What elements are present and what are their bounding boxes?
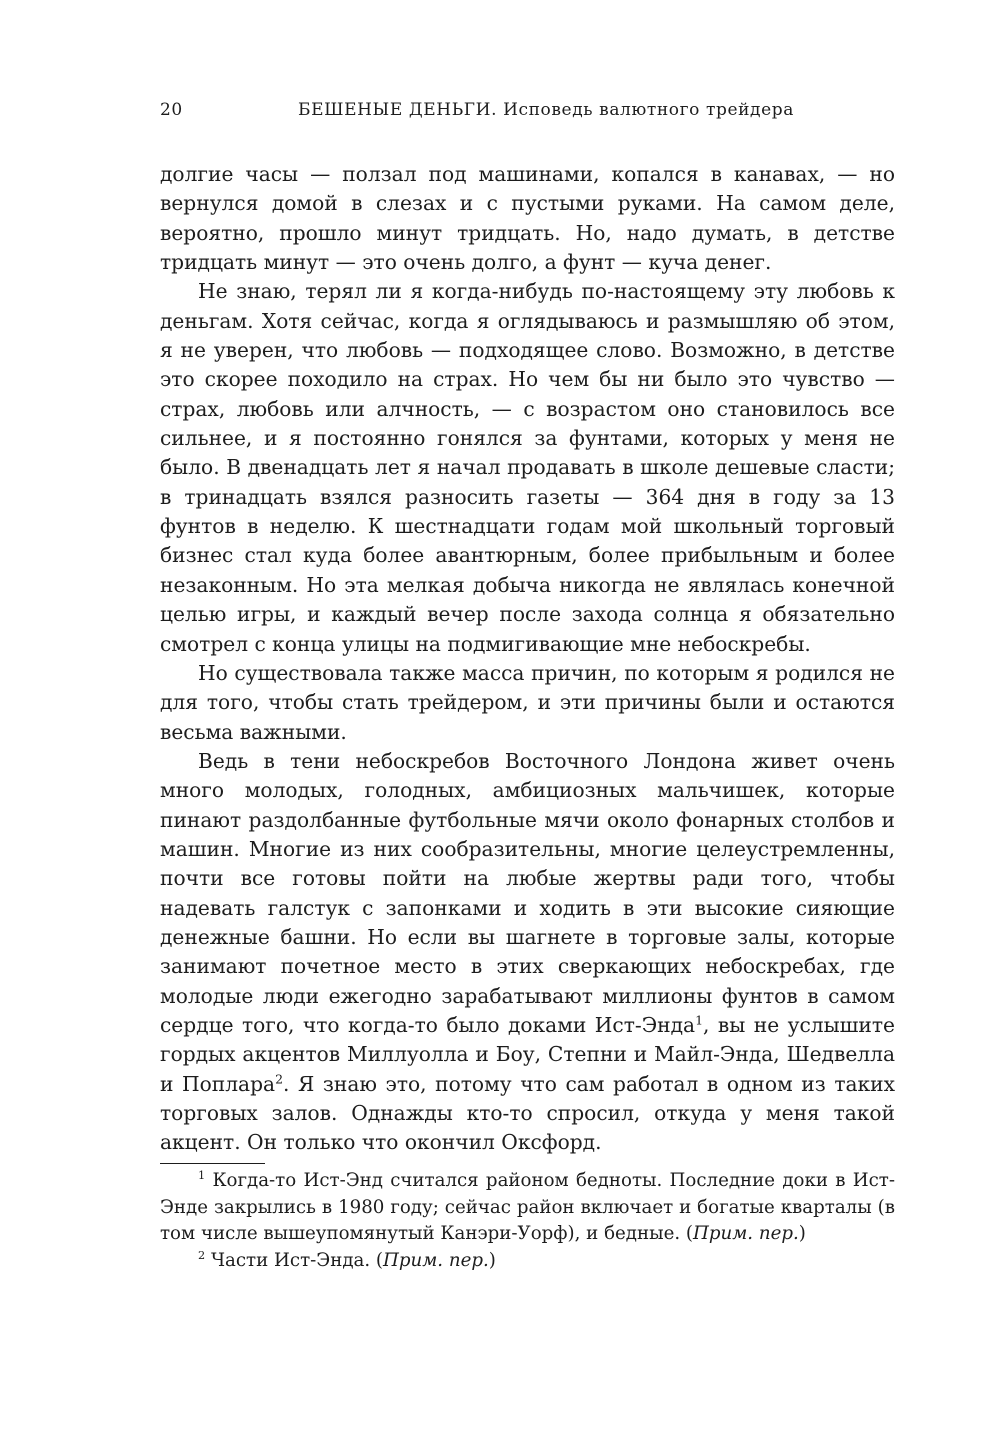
footnote-1-mark: 1 [198,1169,206,1183]
page-number: 20 [160,100,183,120]
footnote-2-translator-note: Прим. пер. [383,1249,489,1271]
footnote-2-text: Части Ист-Энда. ( [210,1249,384,1271]
footnote-1-translator-note: Прим. пер. [693,1223,799,1244]
paragraph-2: Не знаю, терял ли я когда-нибудь по-настоящему эту любовь к деньгам. Хотя сейчас, когда я оглядываюсь и размышляю об этом, я не уверен, что любовь — подходящее слово. Возможно, в детстве это скорее походило на страх. Но чем бы ни было это чувство — страх, любовь или алчность, — с возрастом оно становилось все сильнее, и я постоянно гонялся за фунтами, которых у меня не было. В двенадцать лет я начал продавать в школе дешевые сласти; в тринадцать взялся разносить газеты — 364 дня в году за 13 фунтов в неделю. К шестнадцати годам мой школьный торговый бизнес стал куда более авантюрным, более прибыльным и более незаконным. Но эта мелкая добыча никогда не являлась конечной целью игры, и каждый вечер после захода солнца я обязательно смотрел с конца улицы на подмигивающие мне небоскребы. [160,279,895,656]
footnote-1-text: Когда-то Ист-Энд считался районом бедноты. Последние доки в Ист-Энде закрылись в 1980 году; сейчас район включает и богатые кварталы (в том числе вышеупомянутый Канэри-Уорф), и бедные. ( [160,1170,895,1244]
main-text [160,160,895,1158]
paragraph-4-part-1: Ведь в тени небоскребов Восточного Лондона живет очень много молодых, голодных, амбициозных мальчишек, которые пинают раздолбанные футбольные мячи около фонарных столбов и машин. Многие из них сообразительны, многие целеустремленны, почти все готовы пойти на любые жертвы ради того, чтобы надевать галстук с запонками и ходить в эти высокие сияющие денежные башни. Но если вы шагнете в торговые залы, которые занимают почетное место в этих сверкающих небоскребах, где молодые люди ежегодно зарабатывают миллионы фунтов в самом сердце того, что когда-то было доками Ист-Энда [160,748,895,1037]
paragraph-4-part-3: . Я знаю это, потому что сам работал в одном из таких торговых залов. Однажды кто-то спросил, откуда у меня такой акцент. Он только что окончил Оксфорд. [160,1071,895,1155]
footnote-1 [160,1168,895,1248]
running-title: БЕШЕНЫЕ ДЕНЬГИ. Исповедь валютного трейдера [298,100,794,120]
running-header [160,100,840,128]
paragraph-4-part-2: , вы не услышите гордых акцентов Миллуолла и Боу, Степни и Майл-Энда, Шедвелла и Поплара [160,1012,895,1096]
footnotes [160,1168,895,1274]
paragraph-1: долгие часы — ползал под машинами, копался в канавах, — но вернулся домой в слезах и с пустыми руками. На самом деле, вероятно, прошло минут тридцать. Но, надо думать, в детстве тридцать минут — это очень долго, а фунт — куча денег. [160,162,895,275]
footnote-separator [160,1163,265,1164]
footnote-ref-1: 1 [695,1012,704,1028]
footnote-1-close: ) [798,1223,806,1244]
footnote-2 [160,1248,895,1275]
footnote-2-close: ) [488,1249,496,1271]
footnote-ref-2: 2 [275,1070,284,1086]
paragraph-3: Но существовала также масса причин, по которым я родился не для того, чтобы стать трейдером, и эти причины были и остаются весьма важными. [160,660,895,744]
footnote-2-mark: 2 [198,1248,206,1262]
paragraph-4 [160,747,895,1158]
